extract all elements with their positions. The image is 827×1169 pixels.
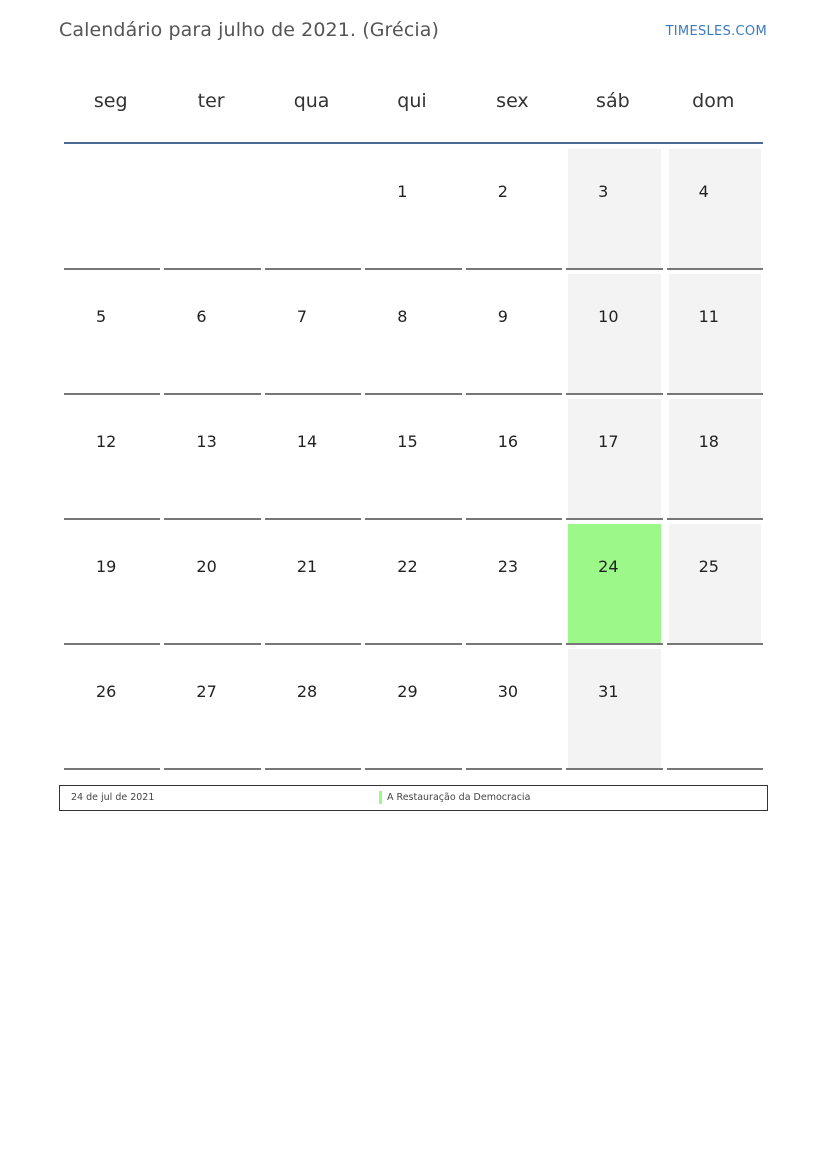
weekday-header [62, 60, 765, 142]
day-number: 27 [196, 682, 217, 701]
day-cell-background [568, 149, 660, 270]
day-cell-underline [566, 768, 662, 770]
day-cell-background [468, 524, 560, 645]
day-cell[interactable] [365, 520, 461, 645]
day-number: 5 [96, 307, 107, 326]
day-cell-background [166, 399, 258, 520]
day-cell-underline [265, 768, 361, 770]
empty-day-cell [667, 645, 763, 770]
day-number: 7 [296, 307, 308, 326]
day-cell[interactable] [64, 645, 160, 770]
legend-holiday-name: A Restauração da Democracia [387, 792, 531, 803]
day-cell[interactable] [667, 520, 763, 645]
day-cell-background [568, 399, 660, 520]
day-number: 14 [296, 432, 318, 451]
day-cell-background [468, 274, 560, 395]
day-number: 18 [698, 432, 719, 451]
day-cell[interactable] [667, 395, 763, 520]
day-cell-underline [466, 768, 562, 770]
day-cell[interactable] [164, 520, 260, 645]
day-cell-background [166, 524, 258, 645]
day-cell-background [166, 149, 258, 270]
day-cell-background [568, 649, 660, 770]
day-cell-background [267, 399, 359, 520]
day-cell[interactable] [566, 645, 662, 770]
day-cell[interactable] [466, 395, 562, 520]
day-number: 12 [96, 432, 117, 451]
day-cell[interactable] [64, 270, 160, 395]
day-cell[interactable] [64, 520, 160, 645]
day-cell[interactable] [667, 270, 763, 395]
day-number: 4 [698, 182, 709, 201]
day-cell-background [468, 649, 560, 770]
empty-day-cell [164, 145, 260, 270]
day-cell[interactable] [365, 645, 461, 770]
day-number: 28 [296, 682, 318, 701]
day-cell-underline [667, 768, 763, 770]
day-cell[interactable] [466, 145, 562, 270]
day-cell-background [166, 649, 258, 770]
day-number: 25 [698, 557, 719, 576]
day-number: 15 [397, 432, 418, 451]
day-cell-background [568, 524, 660, 645]
day-cell[interactable] [466, 645, 562, 770]
legend-date: 24 de jul de 2021 [71, 792, 155, 803]
calendar-grid [62, 145, 765, 770]
day-cell[interactable] [265, 520, 361, 645]
day-number: 29 [397, 682, 418, 701]
day-number: 31 [598, 682, 619, 701]
day-cell[interactable] [265, 645, 361, 770]
day-cell[interactable] [566, 520, 662, 645]
day-cell[interactable] [265, 395, 361, 520]
day-cell[interactable] [466, 520, 562, 645]
day-cell-underline [64, 768, 160, 770]
day-cell-background [66, 274, 158, 395]
day-number: 30 [497, 682, 519, 701]
day-cell-background [66, 149, 158, 270]
day-cell-background [367, 399, 459, 520]
day-cell[interactable] [365, 395, 461, 520]
day-cell-background [66, 524, 158, 645]
day-number: 1 [397, 182, 408, 201]
day-number: 19 [96, 557, 117, 576]
day-cell[interactable] [365, 145, 461, 270]
day-number: 10 [598, 307, 619, 326]
day-number: 17 [598, 432, 619, 451]
day-cell-background [166, 274, 258, 395]
day-number: 6 [196, 307, 207, 326]
day-cell-background [669, 649, 761, 770]
day-cell-background [367, 649, 459, 770]
day-cell[interactable] [265, 270, 361, 395]
weekday-label: ter [197, 90, 225, 112]
holiday-legend [59, 785, 768, 811]
day-number: 16 [497, 432, 519, 451]
day-cell[interactable] [365, 270, 461, 395]
weekday-label: qua [293, 90, 330, 112]
day-cell[interactable] [667, 145, 763, 270]
day-cell-background [568, 274, 660, 395]
day-number: 21 [296, 557, 318, 576]
day-cell-underline [365, 768, 461, 770]
day-cell[interactable] [566, 270, 662, 395]
page-title: Calendário para julho de 2021. (Grécia) [59, 19, 440, 41]
header-divider [64, 142, 763, 144]
day-cell-background [468, 399, 560, 520]
day-cell-background [669, 274, 761, 395]
weekday-label: sáb [596, 90, 630, 112]
weekday-label: sex [496, 90, 529, 112]
day-cell[interactable] [64, 395, 160, 520]
day-cell-background [267, 149, 359, 270]
day-cell[interactable] [566, 395, 662, 520]
day-cell-background [66, 399, 158, 520]
day-number: 24 [598, 557, 619, 576]
day-cell-background [669, 399, 761, 520]
day-cell-background [669, 149, 761, 270]
day-number: 9 [497, 307, 508, 326]
brand-link[interactable]: TIMESLES.COM [665, 24, 767, 39]
weekday-label: dom [692, 90, 735, 112]
empty-day-cell [64, 145, 160, 270]
day-number: 11 [698, 307, 719, 326]
day-number: 3 [598, 182, 609, 201]
weekday-label: qui [397, 90, 427, 112]
day-cell[interactable] [566, 145, 662, 270]
day-cell-background [669, 524, 761, 645]
day-cell-background [468, 149, 560, 270]
day-number: 20 [196, 557, 217, 576]
day-number: 26 [96, 682, 117, 701]
day-cell-background [267, 524, 359, 645]
day-number: 13 [196, 432, 217, 451]
day-cell-underline [164, 768, 260, 770]
day-number: 8 [397, 307, 408, 326]
day-cell[interactable] [164, 395, 260, 520]
day-cell-background [367, 149, 459, 270]
day-cell-background [267, 274, 359, 395]
day-cell[interactable] [164, 645, 260, 770]
day-cell[interactable] [164, 270, 260, 395]
day-number: 23 [497, 557, 519, 576]
day-cell-background [267, 649, 359, 770]
day-number: 22 [397, 557, 418, 576]
weekday-label: seg [93, 90, 128, 112]
day-cell-background [66, 649, 158, 770]
day-cell-background [367, 274, 459, 395]
legend-color-marker [379, 791, 382, 804]
empty-day-cell [265, 145, 361, 270]
day-number: 2 [497, 182, 508, 201]
day-cell-background [367, 524, 459, 645]
day-cell[interactable] [466, 270, 562, 395]
